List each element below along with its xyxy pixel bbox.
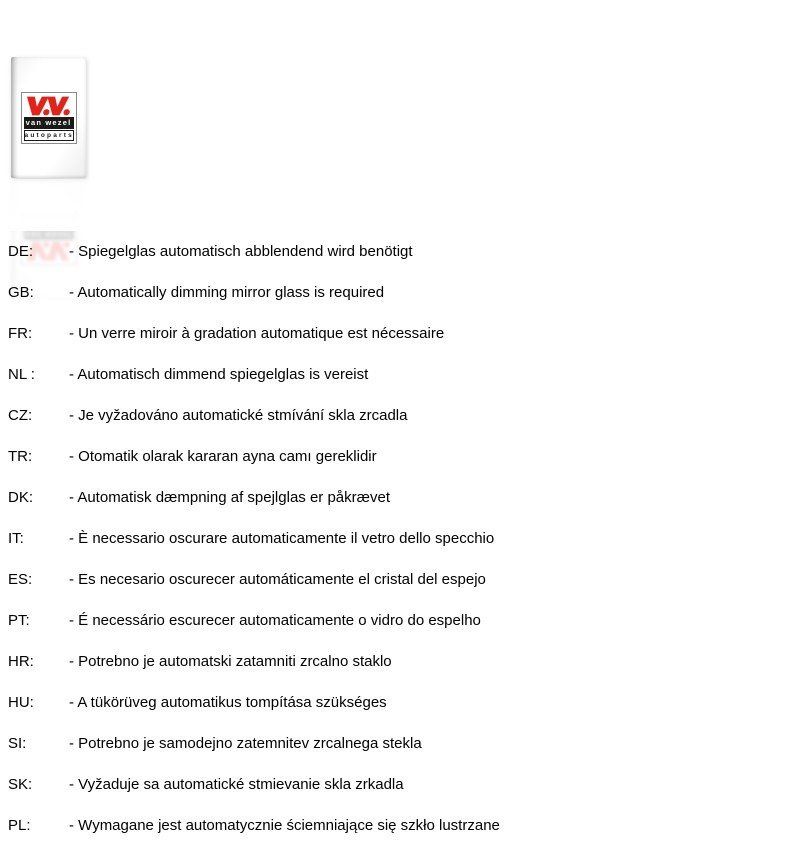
product-card xyxy=(11,57,86,178)
translation-row xyxy=(8,354,792,395)
translation-text: - Potrebno je automatski zatamniti zrcalno staklo xyxy=(69,653,392,670)
translation-row xyxy=(8,682,792,723)
van-wezel-mark-icon xyxy=(24,95,74,117)
language-code: DK: xyxy=(8,489,34,506)
translations-list xyxy=(8,231,792,846)
translation-text: - É necessário escurecer automaticamente o vidro do espelho xyxy=(69,612,481,629)
translation-row xyxy=(8,477,792,518)
translation-text: - Vyžaduje sa automatické stmievanie skla zrkadla xyxy=(69,776,404,793)
translation-text: - Spiegelglas automatisch abblendend wird benötigt xyxy=(69,243,413,260)
translation-row xyxy=(8,764,792,805)
translation-text: - Es necesario oscurecer automáticamente el cristal del espejo xyxy=(69,571,486,588)
language-code: IT: xyxy=(8,530,24,547)
language-code: SI: xyxy=(8,735,27,752)
translation-text: - Automatisch dimmend spiegelglas is vereist xyxy=(69,366,369,383)
language-code: PT: xyxy=(8,612,30,629)
translation-row xyxy=(8,518,792,559)
language-code: NL : xyxy=(8,366,35,383)
language-code: HR: xyxy=(8,653,34,670)
language-code: ES: xyxy=(8,571,33,588)
card-reflection: van wezel autoparts xyxy=(11,179,86,227)
translation-row xyxy=(8,559,792,600)
language-code: SK: xyxy=(8,776,33,793)
translation-row xyxy=(8,641,792,682)
translation-text: - Un verre miroir à gradation automatique est nécessaire xyxy=(69,325,445,342)
translation-row xyxy=(8,395,792,436)
language-code: GB: xyxy=(8,284,34,301)
translation-row xyxy=(8,313,792,354)
translation-text: - Automatically dimming mirror glass is required xyxy=(69,284,385,301)
van-wezel-logo xyxy=(21,92,77,144)
translation-row xyxy=(8,805,792,846)
translation-text: - Wymagane jest automatycznie ściemniające się szkło lustrzane xyxy=(69,817,500,834)
translation-row xyxy=(8,436,792,477)
brand-subtitle: autoparts xyxy=(24,131,74,139)
language-code: CZ: xyxy=(8,407,33,424)
translation-text: - Automatisk dæmpning af spejlglas er påkrævet xyxy=(69,489,390,506)
translation-text: - Potrebno je samodejno zatemnitev zrcalnega stekla xyxy=(69,735,422,752)
reflection-fade xyxy=(9,179,89,231)
language-code: HU: xyxy=(8,694,34,711)
language-code: TR: xyxy=(8,448,33,465)
language-code: FR: xyxy=(8,325,33,342)
translation-text: - Je vyžadováno automatické stmívání skla zrcadla xyxy=(69,407,408,424)
translation-row xyxy=(8,723,792,764)
translation-row xyxy=(8,231,792,272)
language-code: DE: xyxy=(8,243,34,260)
translation-row xyxy=(8,600,792,641)
language-code: PL: xyxy=(8,817,31,834)
translation-text: - A tükörüveg automatikus tompítása szükséges xyxy=(69,694,387,711)
brand-name: van wezel xyxy=(24,117,74,129)
translation-text: - È necessario oscurare automaticamente il vetro dello specchio xyxy=(69,530,495,547)
translation-text: - Otomatik olarak kararan ayna camı gereklidir xyxy=(69,448,377,465)
translation-row xyxy=(8,272,792,313)
